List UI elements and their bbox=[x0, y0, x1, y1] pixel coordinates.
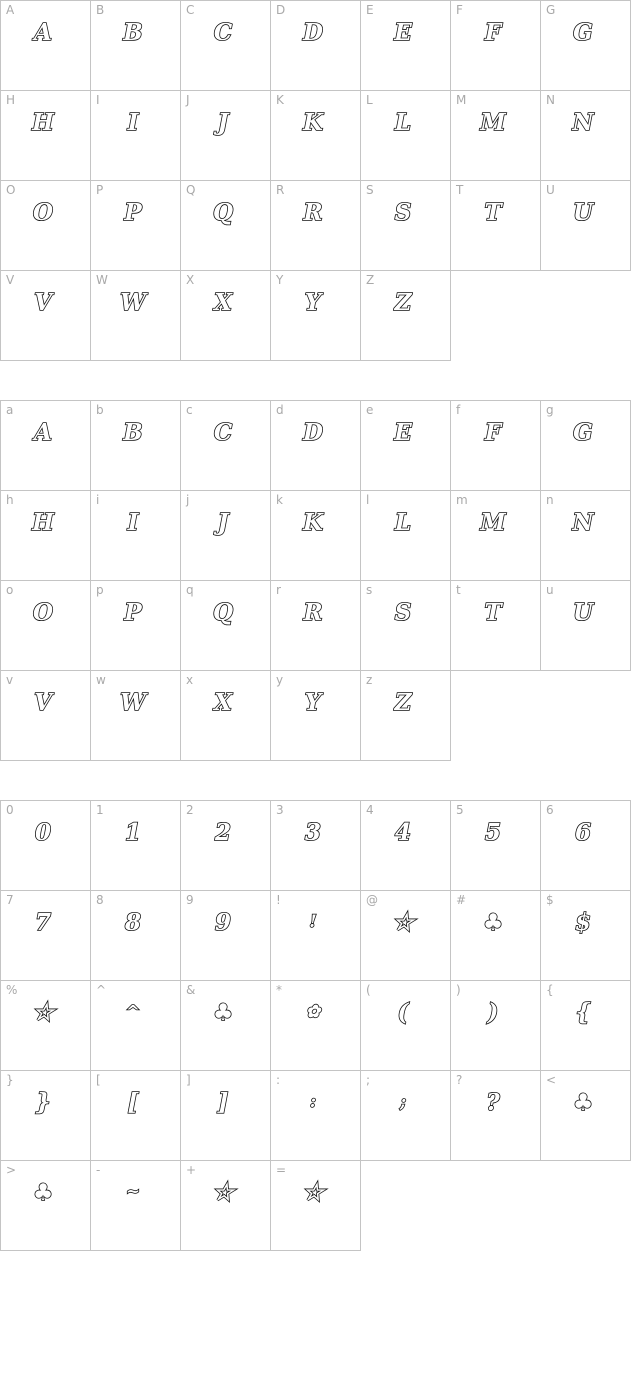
glyph-cell-label: N bbox=[546, 93, 555, 107]
glyph-sample: S bbox=[394, 598, 412, 626]
glyph-cell-label: ) bbox=[456, 983, 461, 997]
glyph-sample: H bbox=[32, 108, 54, 136]
lowercase-section bbox=[0, 400, 632, 761]
glyph-cell-label: o bbox=[6, 583, 14, 597]
glyph-cell-label: f bbox=[456, 403, 461, 417]
glyph-sample: U bbox=[572, 598, 594, 626]
glyph-cell bbox=[271, 401, 361, 491]
glyph-cell-label: ^ bbox=[96, 983, 107, 997]
glyph-cell bbox=[451, 801, 541, 891]
glyph-cell-label: B bbox=[96, 3, 105, 17]
glyph-cell-label: e bbox=[366, 403, 374, 417]
glyph-cell bbox=[91, 91, 181, 181]
glyph-cell-label: R bbox=[276, 183, 285, 197]
glyph-cell-label: a bbox=[6, 403, 14, 417]
glyph-cell bbox=[271, 1161, 361, 1251]
glyph-cell-label: [ bbox=[96, 1073, 101, 1087]
glyph-cell-label: O bbox=[6, 183, 16, 197]
glyph-sample: I bbox=[127, 108, 139, 136]
glyph-cell-label: T bbox=[456, 183, 464, 197]
glyph-cell bbox=[181, 491, 271, 581]
glyph-sample: Q bbox=[212, 598, 234, 626]
glyph-cell bbox=[271, 581, 361, 671]
glyph-sample: [ bbox=[127, 1088, 139, 1116]
glyph-cell-label: 5 bbox=[456, 803, 464, 817]
glyph-cell bbox=[271, 981, 361, 1071]
glyph-cell bbox=[1, 581, 91, 671]
glyph-cell bbox=[91, 1161, 181, 1251]
glyph-sample: K bbox=[303, 108, 323, 136]
glyph-cell bbox=[451, 1, 541, 91]
glyph-cell bbox=[181, 891, 271, 981]
glyph-cell bbox=[271, 271, 361, 361]
glyph-sample: 3 bbox=[304, 818, 321, 846]
glyph-sample: ☆ bbox=[32, 998, 54, 1026]
glyph-sample: Y bbox=[304, 288, 322, 316]
glyph-sample: S bbox=[394, 198, 412, 226]
glyph-cell-label: 7 bbox=[6, 893, 14, 907]
glyph-sample: ♣ bbox=[32, 1178, 54, 1206]
glyph-cell-label: K bbox=[276, 93, 284, 107]
glyph-sample: ( bbox=[397, 998, 409, 1026]
glyph-cell-label: 3 bbox=[276, 803, 284, 817]
glyph-cell-label: W bbox=[96, 273, 108, 287]
glyph-cell bbox=[1, 1071, 91, 1161]
glyph-cell-label: } bbox=[6, 1073, 14, 1087]
glyph-cell-label: w bbox=[96, 673, 106, 687]
glyph-cell bbox=[181, 1161, 271, 1251]
glyph-sample: ✿ bbox=[305, 1002, 321, 1022]
glyph-cell bbox=[1, 271, 91, 361]
glyph-cell bbox=[1, 981, 91, 1071]
glyph-sample: H bbox=[32, 508, 54, 536]
glyph-cell bbox=[181, 401, 271, 491]
glyph-sample: I bbox=[127, 508, 139, 536]
glyph-cell-label: 6 bbox=[546, 803, 554, 817]
glyph-cell-label: % bbox=[6, 983, 18, 997]
glyph-sample: $ bbox=[574, 908, 591, 936]
glyph-cell-label: 4 bbox=[366, 803, 374, 817]
glyph-cell bbox=[91, 981, 181, 1071]
glyph-sample: O bbox=[32, 198, 54, 226]
uppercase-grid bbox=[0, 0, 631, 361]
glyph-sample: P bbox=[124, 198, 142, 226]
glyph-cell bbox=[361, 1071, 451, 1161]
glyph-sample: 6 bbox=[574, 818, 591, 846]
glyph-cell-label: D bbox=[276, 3, 286, 17]
glyph-sample: D bbox=[303, 418, 323, 446]
uppercase-section bbox=[0, 0, 632, 361]
glyph-cell-label: ! bbox=[276, 893, 281, 907]
glyph-cell-label: P bbox=[96, 183, 104, 197]
glyph-cell bbox=[181, 581, 271, 671]
glyph-cell bbox=[451, 1071, 541, 1161]
glyph-cell-label: C bbox=[186, 3, 195, 17]
glyph-sample: ☆ bbox=[212, 1178, 234, 1206]
glyph-sample: V bbox=[34, 688, 52, 716]
glyph-sample: B bbox=[123, 18, 143, 46]
glyph-cell-label: n bbox=[546, 493, 554, 507]
glyph-sample: J bbox=[217, 108, 229, 136]
glyph-sample: L bbox=[394, 508, 412, 536]
glyph-sample: 7 bbox=[34, 908, 51, 936]
glyph-cell bbox=[1, 1, 91, 91]
glyph-sample: J bbox=[217, 508, 229, 536]
glyph-cell bbox=[91, 581, 181, 671]
glyph-cell-label: j bbox=[186, 493, 190, 507]
lowercase-grid bbox=[0, 400, 631, 761]
glyph-cell bbox=[451, 891, 541, 981]
glyph-sample: Z bbox=[394, 688, 412, 716]
glyph-sample: B bbox=[123, 418, 143, 446]
glyph-cell-label: Y bbox=[276, 273, 284, 287]
glyph-cell bbox=[1, 891, 91, 981]
glyph-sample: ☆ bbox=[392, 908, 414, 936]
glyph-cell-label: A bbox=[6, 3, 15, 17]
glyph-cell-label: p bbox=[96, 583, 104, 597]
glyph-cell-label: v bbox=[6, 673, 14, 687]
glyph-sample: } bbox=[35, 1088, 51, 1116]
glyph-sample: 4 bbox=[394, 818, 411, 846]
glyph-cell bbox=[271, 91, 361, 181]
glyph-sample: ) bbox=[487, 998, 499, 1026]
glyph-cell bbox=[181, 91, 271, 181]
glyph-cell bbox=[1, 401, 91, 491]
glyph-cell bbox=[541, 181, 631, 271]
glyph-sample: ♣ bbox=[572, 1088, 594, 1116]
glyph-cell bbox=[91, 671, 181, 761]
glyph-cell bbox=[361, 891, 451, 981]
glyph-sample: T bbox=[484, 598, 502, 626]
glyph-sample: A bbox=[34, 418, 52, 446]
glyph-cell-label: < bbox=[546, 1073, 557, 1087]
glyph-cell-label: F bbox=[456, 3, 463, 17]
glyph-cell bbox=[451, 581, 541, 671]
glyph-sample: M bbox=[480, 108, 506, 136]
glyph-cell bbox=[361, 671, 451, 761]
glyph-cell bbox=[91, 1, 181, 91]
glyph-cell-label: l bbox=[366, 493, 370, 507]
glyph-cell bbox=[271, 671, 361, 761]
glyph-cell bbox=[541, 91, 631, 181]
glyph-sample: ♣ bbox=[212, 998, 234, 1026]
glyph-sample: ! bbox=[309, 912, 317, 932]
glyph-sample: C bbox=[213, 418, 233, 446]
glyph-cell-label: Q bbox=[186, 183, 196, 197]
glyph-cell bbox=[271, 1071, 361, 1161]
glyph-sample: N bbox=[572, 108, 594, 136]
glyph-cell-label: ? bbox=[456, 1073, 463, 1087]
glyph-cell-label: h bbox=[6, 493, 14, 507]
glyph-cell-label: Z bbox=[366, 273, 375, 287]
glyph-sample: ☆ bbox=[302, 1178, 324, 1206]
glyph-cell bbox=[541, 401, 631, 491]
glyph-cell bbox=[1, 1161, 91, 1251]
glyph-cell bbox=[451, 401, 541, 491]
glyph-sample: T bbox=[484, 198, 502, 226]
glyph-cell-label: x bbox=[186, 673, 194, 687]
glyph-cell bbox=[91, 271, 181, 361]
glyph-cell-label: 2 bbox=[186, 803, 194, 817]
glyph-cell-label: z bbox=[366, 673, 373, 687]
glyph-sample: ♣ bbox=[482, 908, 504, 936]
glyph-cell-label: y bbox=[276, 673, 284, 687]
glyph-sample: G bbox=[573, 418, 593, 446]
glyph-cell bbox=[91, 891, 181, 981]
glyph-cell-label: V bbox=[6, 273, 15, 287]
glyph-sample: A bbox=[34, 18, 52, 46]
glyph-cell bbox=[181, 801, 271, 891]
glyph-cell bbox=[541, 891, 631, 981]
glyph-cell bbox=[91, 401, 181, 491]
glyph-cell-label: d bbox=[276, 403, 284, 417]
glyph-cell-label: k bbox=[276, 493, 283, 507]
glyph-sample: ; bbox=[399, 1092, 407, 1112]
glyph-cell-label: M bbox=[456, 93, 467, 107]
glyph-sample: ^ bbox=[125, 1002, 141, 1022]
glyph-sample: E bbox=[394, 418, 412, 446]
glyph-cell bbox=[541, 801, 631, 891]
glyph-sample: C bbox=[213, 18, 233, 46]
glyph-sample: Q bbox=[212, 198, 234, 226]
glyph-cell-label: $ bbox=[546, 893, 554, 907]
numbers-symbols-section bbox=[0, 800, 632, 1251]
glyph-cell bbox=[451, 981, 541, 1071]
glyph-sample: { bbox=[575, 998, 591, 1026]
glyph-cell-label: > bbox=[6, 1163, 17, 1177]
glyph-sample: K bbox=[303, 508, 323, 536]
glyph-cell-label: 0 bbox=[6, 803, 14, 817]
glyph-cell bbox=[1, 491, 91, 581]
glyph-cell bbox=[541, 491, 631, 581]
glyph-cell bbox=[361, 581, 451, 671]
glyph-cell-label: t bbox=[456, 583, 461, 597]
glyph-cell bbox=[181, 271, 271, 361]
glyph-cell-label: r bbox=[276, 583, 281, 597]
glyph-cell-label: q bbox=[186, 583, 194, 597]
glyph-cell-label: c bbox=[186, 403, 193, 417]
glyph-cell-label: g bbox=[546, 403, 554, 417]
glyph-cell bbox=[181, 1, 271, 91]
glyph-cell bbox=[451, 181, 541, 271]
glyph-cell-label: * bbox=[276, 983, 282, 997]
glyph-cell bbox=[271, 1, 361, 91]
glyph-cell bbox=[1, 181, 91, 271]
glyph-cell-label: H bbox=[6, 93, 16, 107]
glyph-cell-label: 1 bbox=[96, 803, 104, 817]
glyph-cell bbox=[361, 271, 451, 361]
glyph-sample: 1 bbox=[124, 818, 141, 846]
glyph-sample: : bbox=[309, 1092, 317, 1112]
glyph-cell bbox=[361, 401, 451, 491]
glyph-cell bbox=[541, 981, 631, 1071]
glyph-sample: 5 bbox=[484, 818, 501, 846]
glyph-cell-label: G bbox=[546, 3, 556, 17]
glyph-sample: V bbox=[34, 288, 52, 316]
glyph-cell bbox=[361, 491, 451, 581]
glyph-sample: W bbox=[120, 688, 146, 716]
glyph-sample: X bbox=[214, 288, 232, 316]
glyph-cell-label: @ bbox=[366, 893, 378, 907]
glyph-cell-label: E bbox=[366, 3, 374, 17]
glyph-cell-label: 9 bbox=[186, 893, 194, 907]
glyph-cell bbox=[181, 981, 271, 1071]
numbers-symbols-grid bbox=[0, 800, 631, 1251]
glyph-sample: ? bbox=[486, 1088, 500, 1116]
glyph-sample: ] bbox=[217, 1088, 229, 1116]
glyph-cell bbox=[361, 981, 451, 1071]
glyph-sample: 9 bbox=[214, 908, 231, 936]
glyph-cell bbox=[1, 801, 91, 891]
glyph-sample: X bbox=[214, 688, 232, 716]
glyph-cell-label: U bbox=[546, 183, 555, 197]
glyph-cell bbox=[541, 581, 631, 671]
glyph-cell-label: X bbox=[186, 273, 195, 287]
glyph-sample: L bbox=[394, 108, 412, 136]
glyph-sample: F bbox=[484, 418, 502, 446]
glyph-cell bbox=[361, 1, 451, 91]
glyph-sample: 8 bbox=[124, 908, 141, 936]
glyph-cell-label: L bbox=[366, 93, 373, 107]
glyph-sample: ~ bbox=[125, 1182, 141, 1202]
glyph-cell-label: s bbox=[366, 583, 373, 597]
glyph-cell bbox=[91, 181, 181, 271]
glyph-sample: E bbox=[394, 18, 412, 46]
glyph-cell bbox=[181, 1071, 271, 1161]
glyph-sample: N bbox=[572, 508, 594, 536]
glyph-cell-label: : bbox=[276, 1073, 281, 1087]
glyph-cell-label: i bbox=[96, 493, 100, 507]
glyph-cell-label: # bbox=[456, 893, 467, 907]
glyph-sample: P bbox=[124, 598, 142, 626]
glyph-sample: F bbox=[484, 18, 502, 46]
glyph-cell bbox=[361, 801, 451, 891]
glyph-cell-label: u bbox=[546, 583, 554, 597]
glyph-cell-label: ( bbox=[366, 983, 371, 997]
glyph-sample: G bbox=[573, 18, 593, 46]
glyph-sample: R bbox=[303, 198, 323, 226]
glyph-sample: O bbox=[32, 598, 54, 626]
glyph-sample: U bbox=[572, 198, 594, 226]
glyph-cell-label: I bbox=[96, 93, 100, 107]
glyph-sample: R bbox=[303, 598, 323, 626]
glyph-cell-label: { bbox=[546, 983, 554, 997]
glyph-sample: Z bbox=[394, 288, 412, 316]
glyph-cell bbox=[271, 491, 361, 581]
glyph-cell bbox=[91, 491, 181, 581]
glyph-cell bbox=[451, 491, 541, 581]
glyph-cell-label: - bbox=[96, 1163, 101, 1177]
glyph-cell bbox=[451, 91, 541, 181]
glyph-cell bbox=[1, 91, 91, 181]
glyph-cell-label: S bbox=[366, 183, 374, 197]
glyph-cell bbox=[1, 671, 91, 761]
glyph-cell bbox=[271, 891, 361, 981]
glyph-cell bbox=[181, 181, 271, 271]
glyph-cell-label: ; bbox=[366, 1073, 371, 1087]
glyph-cell-label: m bbox=[456, 493, 468, 507]
glyph-sample: Y bbox=[304, 688, 322, 716]
glyph-sample: D bbox=[303, 18, 323, 46]
glyph-sample: 2 bbox=[214, 818, 231, 846]
glyph-cell-label: ] bbox=[186, 1073, 191, 1087]
glyph-cell bbox=[91, 1071, 181, 1161]
glyph-cell-label: b bbox=[96, 403, 104, 417]
glyph-cell bbox=[541, 1071, 631, 1161]
glyph-cell bbox=[181, 671, 271, 761]
glyph-cell bbox=[541, 1, 631, 91]
glyph-cell bbox=[361, 181, 451, 271]
glyph-cell-label: = bbox=[276, 1163, 287, 1177]
glyph-cell bbox=[361, 91, 451, 181]
glyph-sample: M bbox=[480, 508, 506, 536]
glyph-cell-label: J bbox=[186, 93, 190, 107]
glyph-cell-label: 8 bbox=[96, 893, 104, 907]
glyph-sample: 0 bbox=[34, 818, 51, 846]
glyph-cell bbox=[91, 801, 181, 891]
glyph-cell bbox=[271, 181, 361, 271]
glyph-sample: W bbox=[120, 288, 146, 316]
glyph-cell bbox=[271, 801, 361, 891]
glyph-cell-label: + bbox=[186, 1163, 197, 1177]
glyph-cell-label: & bbox=[186, 983, 196, 997]
